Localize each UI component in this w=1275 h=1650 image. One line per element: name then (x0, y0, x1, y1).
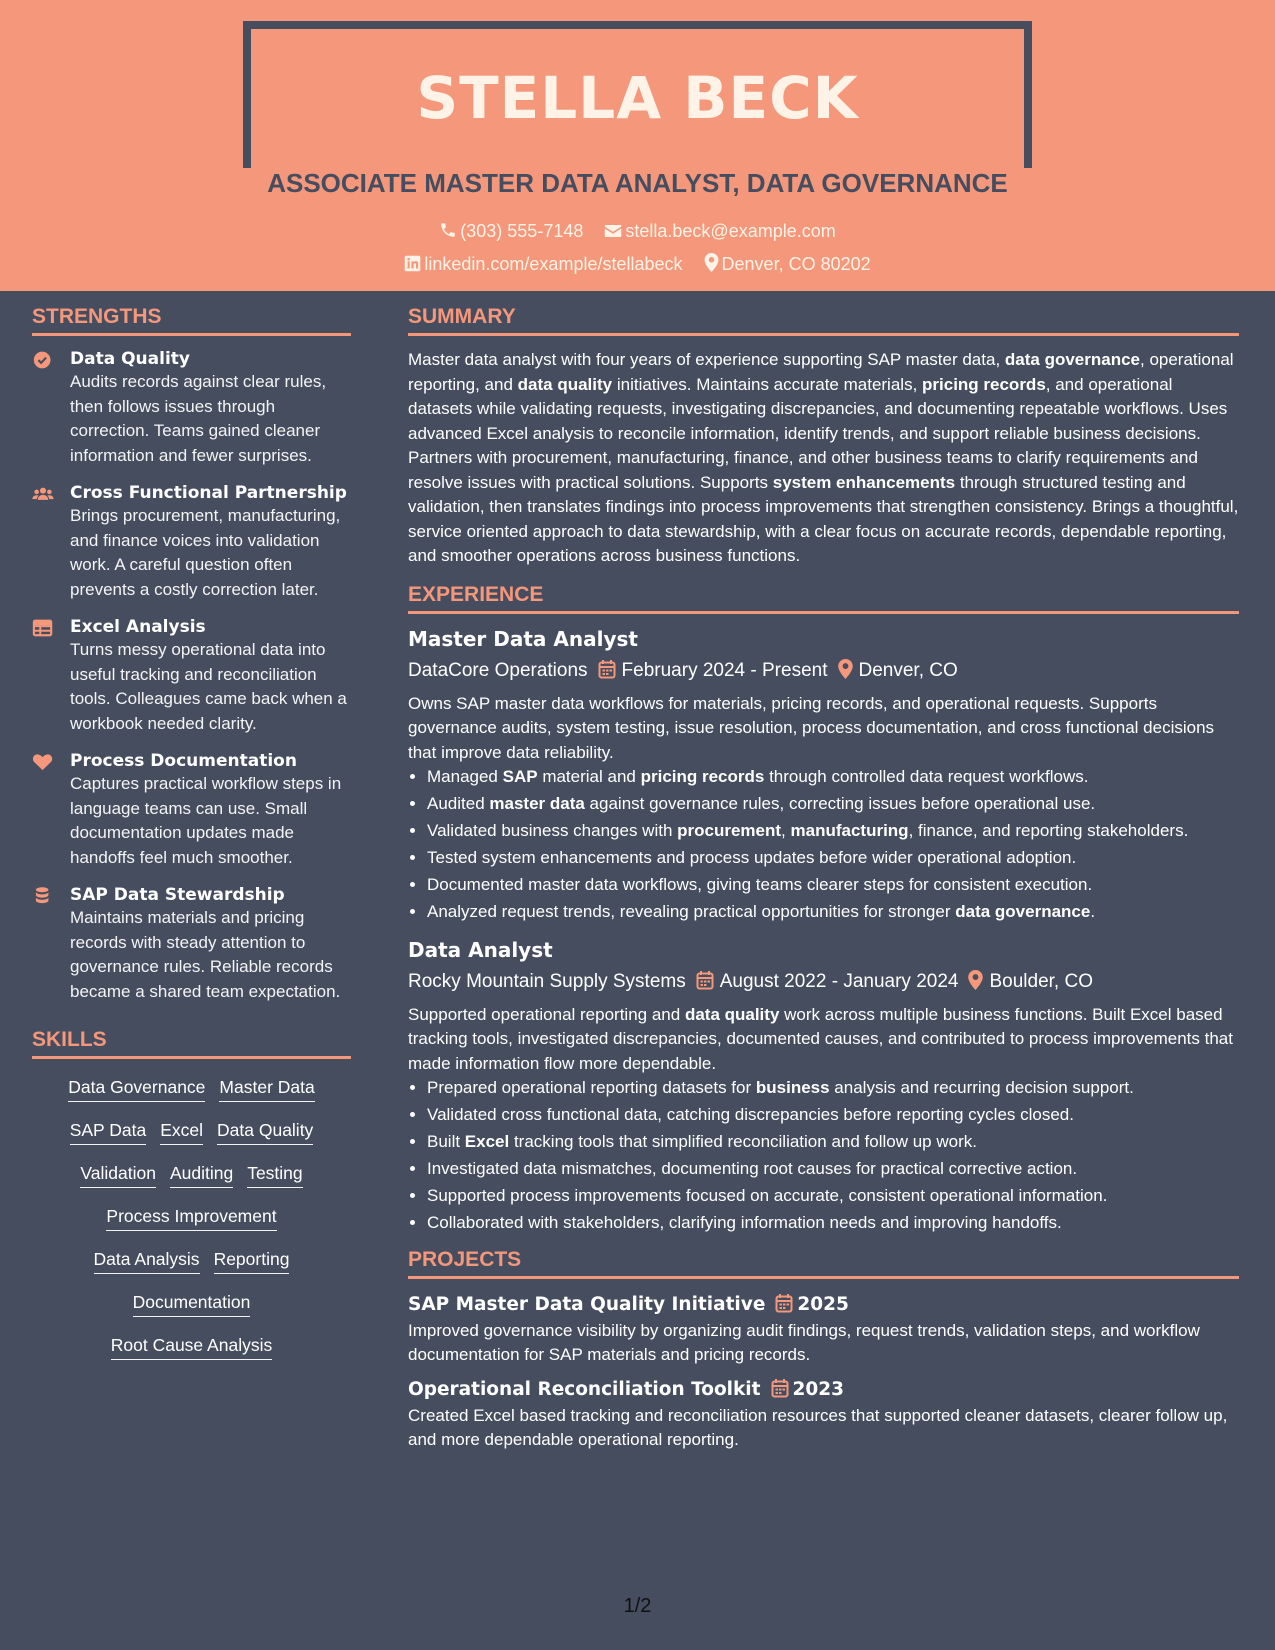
strength-item (32, 884, 351, 1004)
project-year: 2023 (792, 1378, 844, 1400)
strength-item (32, 348, 351, 468)
strengths-heading: STRENGTHS (32, 305, 351, 336)
strength-name: Cross Functional Partnership (70, 483, 347, 503)
skill-tag: Documentation (133, 1292, 251, 1317)
job-title: ASSOCIATE MASTER DATA ANALYST, DATA GOVERNANCE (255, 160, 1020, 208)
job-location: Denver, CO (858, 659, 958, 681)
candidate-name: STELLA BECK (416, 64, 859, 132)
project-description: Created Excel based tracking and reconciliation resources that supported cleaner datasets, clearer follow up, and more dependable operational reporting. (408, 1405, 1228, 1449)
bullet-item: • Supported process improvements focused on accurate, consistent operational information. (427, 1184, 1239, 1209)
linkedin-text: linkedin.com/example/stellabeck (424, 254, 683, 274)
project-entry (408, 1291, 1239, 1368)
skill-tag: Auditing (170, 1163, 233, 1188)
job-dates: August 2022 - January 2024 (719, 970, 959, 992)
job-dates: February 2024 - Present (621, 659, 828, 681)
strength-desc: Captures practical workflow steps in language teams can use. Small documentation updates made handoffs feel much smoother. (70, 774, 342, 867)
job-entry (408, 937, 1239, 1236)
skill-tag: Data Quality (217, 1120, 313, 1145)
right-column (408, 305, 1239, 1461)
contact-row-2 (0, 253, 1275, 275)
job-entry (408, 626, 1239, 925)
skill-tag: Master Data (219, 1077, 314, 1102)
email[interactable] (604, 221, 835, 242)
linkedin-icon (404, 255, 421, 272)
strength-name: Process Documentation (70, 751, 297, 771)
strength-name: Excel Analysis (70, 617, 206, 637)
email-text: stella.beck@example.com (625, 221, 836, 241)
strength-desc: Turns messy operational data into useful tracking and reconciliation tools. Colleagues came back when a workbook needed clarity. (70, 640, 347, 733)
bullet-item: • Validated business changes with procurement, manufacturing, finance, and reporting stakeholders. (427, 819, 1239, 844)
calendar-icon (771, 1378, 789, 1398)
project-title: Operational Reconciliation Toolkit (408, 1378, 761, 1400)
bullet-item: • Investigated data mismatches, documenting root causes for practical corrective action. (427, 1157, 1239, 1182)
bullet-item: • Audited master data against governance rules, correcting issues before operational use. (427, 792, 1239, 817)
skill-tag: Testing (247, 1163, 302, 1188)
job-meta (408, 658, 1239, 684)
skills-heading: SKILLS (32, 1028, 351, 1059)
location (704, 253, 871, 275)
strength-name: SAP Data Stewardship (70, 885, 285, 905)
skill-tag: Data Governance (68, 1077, 205, 1102)
map-pin-icon (838, 659, 853, 679)
calendar-icon (598, 659, 616, 679)
strength-desc: Maintains materials and pricing records with steady attention to governance rules. Reliable records became a shared team expectation. (70, 908, 341, 1001)
project-entry (408, 1376, 1239, 1453)
page-number: 1/2 (623, 1595, 652, 1617)
database-icon (32, 886, 54, 906)
projects-heading: PROJECTS (408, 1248, 1239, 1279)
job-bullets (408, 765, 1239, 925)
calendar-icon (696, 970, 714, 990)
skill-tag: Validation (80, 1163, 156, 1188)
summary-text: Master data analyst with four years of experience supporting SAP master data, data governance, operational reporting, and data quality initiatives. Maintains accurate materials, pricing records, and operational datasets while validating requests, investigating discrepancies, and documenting repeatable workflows. Uses advanced Excel analysis to reconcile information, identify trends, and support reliable business decisions. Partners with procurement, manufacturing, finance, and other business teams to clarify requirements and resolve issues with practical solutions. Supports system enhancements through structured testing and validation, then translates findings into process improvements that strengthen consistency. Brings a thoughtful, service oriented approach to data stewardship, with a clear focus on accurate records, dependable reporting, and smoother operations across business functions. (408, 350, 1239, 565)
bullet-item: • Validated cross functional data, catching discrepancies before reporting cycles closed. (427, 1103, 1239, 1128)
left-column (32, 305, 351, 1378)
bullet-item: • Analyzed request trends, revealing practical opportunities for stronger data governance. (427, 900, 1239, 925)
company-name: Rocky Mountain Supply Systems (408, 970, 686, 992)
linkedin[interactable] (404, 254, 682, 275)
project-description: Improved governance visibility by organizing audit findings, request trends, validation steps, and workflow documentation for SAP materials and pricing records. (408, 1320, 1200, 1364)
job-bullets (408, 1076, 1239, 1236)
strength-item (32, 482, 351, 602)
bullet-item: • Prepared operational reporting datasets for business analysis and recurring decision support. (427, 1076, 1239, 1101)
summary-heading: SUMMARY (408, 305, 1239, 336)
check-circle-icon (32, 350, 54, 370)
strength-name: Data Quality (70, 349, 190, 369)
strength-item (32, 616, 351, 736)
project-title-row (408, 1291, 1239, 1319)
bullet-item: • Documented master data workflows, giving teams clearer steps for consistent execution. (427, 873, 1239, 898)
phone[interactable] (439, 221, 583, 242)
heart-icon (32, 752, 54, 772)
header (0, 0, 1275, 291)
bullet-item: • Tested system enhancements and process updates before wider operational adoption. (427, 846, 1239, 871)
skill-tag: Process Improvement (106, 1206, 276, 1231)
job-position: Data Analyst (408, 937, 553, 962)
map-pin-icon (968, 970, 983, 990)
table-icon (32, 618, 54, 638)
strength-item (32, 750, 351, 870)
phone-icon (439, 221, 457, 239)
project-title: SAP Master Data Quality Initiative (408, 1293, 766, 1315)
job-position: Master Data Analyst (408, 626, 638, 651)
job-location: Boulder, CO (989, 970, 1093, 992)
bullet-item: • Managed SAP material and pricing records through controlled data request workflows. (427, 765, 1239, 790)
company-name: DataCore Operations (408, 659, 588, 681)
project-title-row (408, 1376, 1239, 1404)
skills-list (32, 1077, 351, 1360)
location-text: Denver, CO 80202 (721, 254, 871, 274)
bullet-item: • Collaborated with stakeholders, clarifying information needs and improving handoffs. (427, 1211, 1239, 1236)
job-description: Supported operational reporting and data quality work across multiple business functions. Built Excel based tracking tools, investigated discrepancies, documented causes, and contributed to process improvements that made information flow more dependable. (408, 1004, 1233, 1073)
calendar-icon (775, 1293, 793, 1313)
users-icon (32, 484, 54, 504)
skill-tag: Excel (160, 1120, 203, 1145)
phone-text: (303) 555-7148 (460, 221, 584, 241)
project-year: 2025 (797, 1293, 849, 1315)
map-pin-icon (704, 253, 719, 272)
strength-desc: Audits records against clear rules, then follows issues through correction. Teams gained cleaner information and fewer surprises. (70, 372, 327, 465)
envelope-icon (604, 223, 622, 239)
strength-desc: Brings procurement, manufacturing, and finance voices into validation work. A careful question often prevents a costly correction later. (70, 506, 341, 599)
job-meta (408, 969, 1239, 995)
experience-heading: EXPERIENCE (408, 583, 1239, 614)
job-description: Owns SAP master data workflows for materials, pricing records, and operational requests. Supports governance audits, system testing, issue resolution, process documentation, and cross functional decisions that improve data reliability. (408, 693, 1215, 762)
skill-tag: Data Analysis (94, 1249, 200, 1274)
skill-tag: SAP Data (70, 1120, 147, 1145)
skill-tag: Reporting (214, 1249, 290, 1274)
contact-row-1 (0, 221, 1275, 242)
bullet-item: • Built Excel tracking tools that simplified reconciliation and follow up work. (427, 1130, 1239, 1155)
skill-tag: Root Cause Analysis (111, 1335, 272, 1360)
